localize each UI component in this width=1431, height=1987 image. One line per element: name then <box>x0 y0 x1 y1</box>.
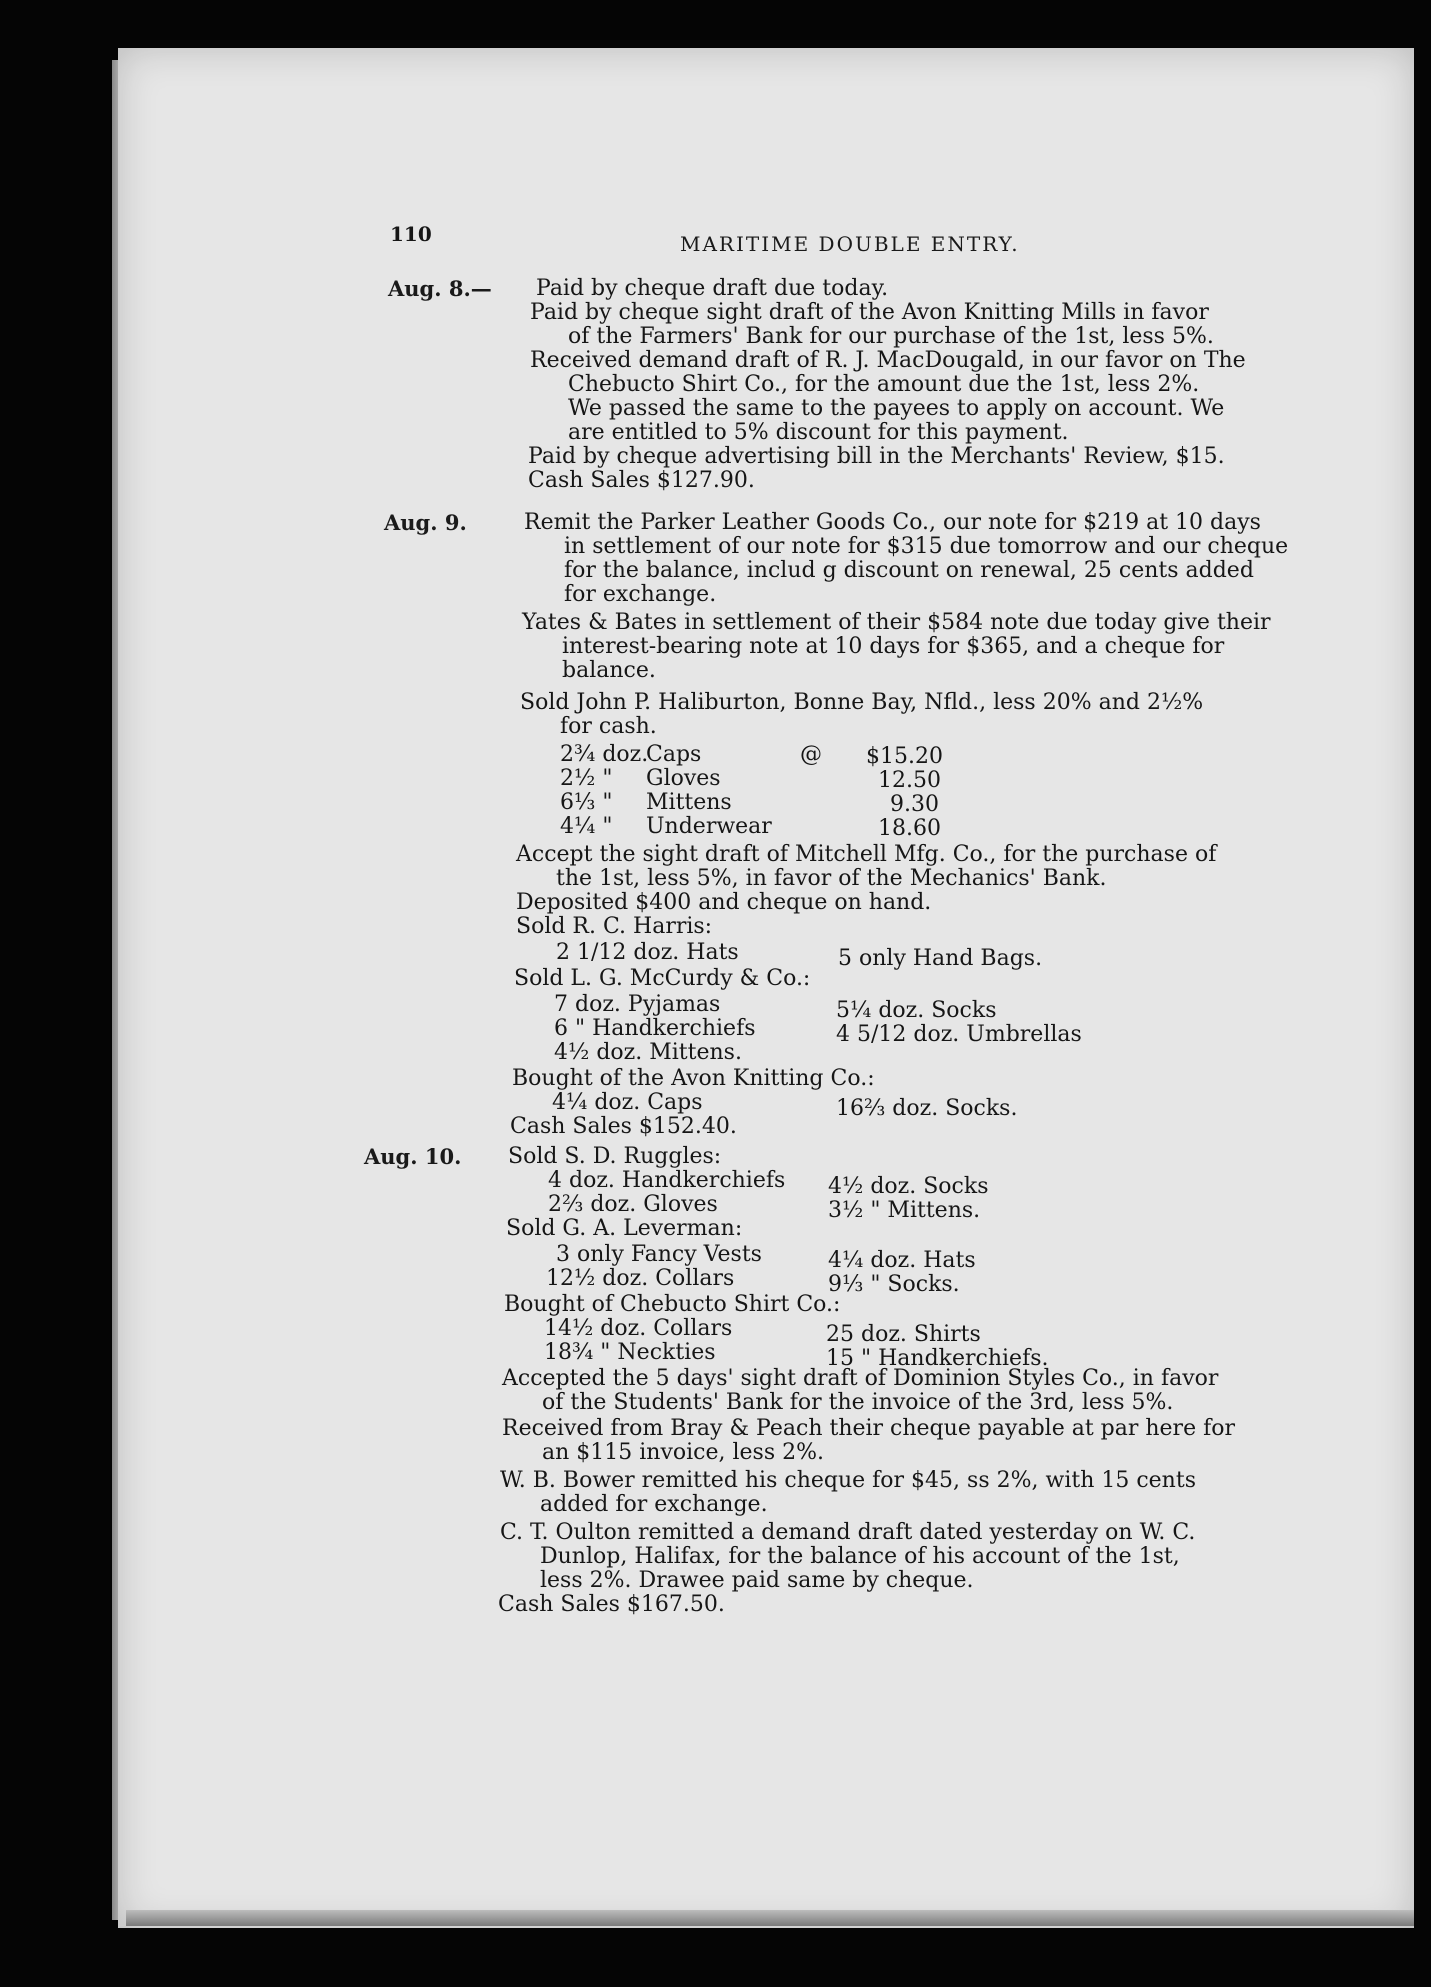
entry-line: Sold R. C. Harris: <box>516 914 713 939</box>
entry-line: 3 only Fancy Vests <box>556 1242 762 1267</box>
entry-line: 4¼ doz. Hats <box>828 1248 976 1273</box>
entry-line: Yates & Bates in settlement of their $584 note due today give their <box>522 610 1271 635</box>
running-title: MARITIME DOUBLE ENTRY. <box>680 232 1020 256</box>
item-name: Gloves <box>646 766 721 791</box>
entry-line: in settlement of our note for $315 due tomorrow and our cheque <box>564 534 1289 559</box>
entry-line: interest-bearing note at 10 days for $365, and a cheque for <box>562 634 1225 659</box>
entry-line: for the balance, includ g discount on renewal, 25 cents added <box>564 558 1254 583</box>
entry-line: C. T. Oulton remitted a demand draft dated yesterday on W. C. <box>500 1520 1196 1545</box>
entry-line: 9⅓ " Socks. <box>828 1272 960 1297</box>
entry-line: Sold L. G. McCurdy & Co.: <box>514 966 811 991</box>
entry-line: Received from Bray & Peach their cheque payable at par here for <box>502 1416 1235 1441</box>
entry-line: Deposited $400 and cheque on hand. <box>516 890 932 915</box>
entry-line: less 2%. Drawee paid same by cheque. <box>540 1568 974 1593</box>
entry-line: Bought of Chebucto Shirt Co.: <box>504 1292 841 1317</box>
entry-line: 15 " Handkerchiefs. <box>826 1346 1049 1371</box>
at-sign: @ <box>800 742 822 767</box>
page-number: 110 <box>390 222 432 246</box>
entry-line: 4½ doz. Mittens. <box>554 1040 742 1065</box>
entry-line: 12½ doz. Collars <box>546 1266 735 1291</box>
item-price: 18.60 <box>878 816 941 841</box>
entry-line: Accept the sight draft of Mitchell Mfg. Co., for the purchase of <box>516 842 1217 867</box>
entry-line: of the Farmers' Bank for our purchase of the 1st, less 5%. <box>568 324 1214 349</box>
entry-line: for cash. <box>560 714 657 739</box>
entry-line: W. B. Bower remitted his cheque for $45, ss 2%, with 15 cents <box>500 1468 1196 1493</box>
entry-line: 4¼ doz. Caps <box>552 1090 703 1115</box>
entry-line: 2 1/12 doz. Hats <box>556 940 739 965</box>
entry-line: Sold S. D. Ruggles: <box>508 1144 722 1169</box>
entry-line: Paid by cheque draft due today. <box>536 276 889 301</box>
item-qty: 6⅓ " <box>560 790 613 815</box>
entry-line: 6 " Handkerchiefs <box>554 1016 756 1041</box>
entry-line: the 1st, less 5%, in favor of the Mechanics' Bank. <box>556 866 1107 891</box>
entry-line: Cash Sales $167.50. <box>498 1592 725 1617</box>
item-qty: 4¼ " <box>560 814 613 839</box>
entry-line: Received demand draft of R. J. MacDougald, in our favor on The <box>530 348 1246 373</box>
item-price: 9.30 <box>890 792 939 817</box>
entry-line: Chebucto Shirt Co., for the amount due the 1st, less 2%. <box>568 372 1200 397</box>
item-price: $15.20 <box>866 744 943 769</box>
entry-line: are entitled to 5% discount for this payment. <box>568 420 1069 445</box>
entry-line: 4½ doz. Socks <box>828 1174 989 1199</box>
entry-line: Accepted the 5 days' sight draft of Dominion Styles Co., in favor <box>502 1366 1219 1391</box>
item-name: Caps <box>646 742 702 767</box>
date-aug-10: Aug. 10. <box>364 1144 462 1169</box>
entry-line: We passed the same to the payees to apply on account. We <box>568 396 1225 421</box>
page-edge-bottom <box>126 1910 1414 1926</box>
entry-line: Paid by cheque sight draft of the Avon Knitting Mills in favor <box>530 300 1209 325</box>
entry-line: 7 doz. Pyjamas <box>554 992 721 1017</box>
entry-line: 5 only Hand Bags. <box>838 946 1043 971</box>
entry-line: 16⅔ doz. Socks. <box>836 1096 1018 1121</box>
entry-line: Cash Sales $127.90. <box>528 468 755 493</box>
entry-line: balance. <box>562 658 656 683</box>
entry-line: 2⅔ doz. Gloves <box>548 1192 718 1217</box>
entry-line: 18¾ " Neckties <box>544 1340 716 1365</box>
entry-line: an $115 invoice, less 2%. <box>542 1440 825 1465</box>
item-qty: 2¾ doz. <box>560 742 649 767</box>
entry-line: Dunlop, Halifax, for the balance of his account of the 1st, <box>540 1544 1180 1569</box>
item-name: Underwear <box>646 814 772 839</box>
entry-line: Sold John P. Haliburton, Bonne Bay, Nfld., less 20% and 2½% <box>520 690 1204 715</box>
entry-line: Sold G. A. Leverman: <box>506 1216 743 1241</box>
entry-line: 5¼ doz. Socks <box>836 998 997 1023</box>
date-aug-9: Aug. 9. <box>384 510 467 535</box>
item-name: Mittens <box>646 790 732 815</box>
entry-line: 4 5/12 doz. Umbrellas <box>836 1022 1082 1047</box>
entry-line: of the Students' Bank for the invoice of the 3rd, less 5%. <box>542 1390 1174 1415</box>
entry-line: Paid by cheque advertising bill in the Merchants' Review, $15. <box>528 444 1225 469</box>
entry-line: for exchange. <box>564 582 717 607</box>
entry-line: Bought of the Avon Knitting Co.: <box>512 1066 875 1091</box>
item-qty: 2½ " <box>560 766 613 791</box>
book-page <box>118 48 1414 1928</box>
entry-line: 25 doz. Shirts <box>826 1322 981 1347</box>
date-aug-8: Aug. 8.— <box>388 276 492 301</box>
entry-line: added for exchange. <box>540 1492 768 1517</box>
entry-line: 3½ " Mittens. <box>828 1198 981 1223</box>
entry-line: Cash Sales $152.40. <box>510 1114 737 1139</box>
entry-line: 14½ doz. Collars <box>544 1316 733 1341</box>
entry-line: 4 doz. Handkerchiefs <box>548 1168 786 1193</box>
entry-line: Remit the Parker Leather Goods Co., our note for $219 at 10 days <box>524 510 1261 535</box>
item-price: 12.50 <box>878 768 941 793</box>
